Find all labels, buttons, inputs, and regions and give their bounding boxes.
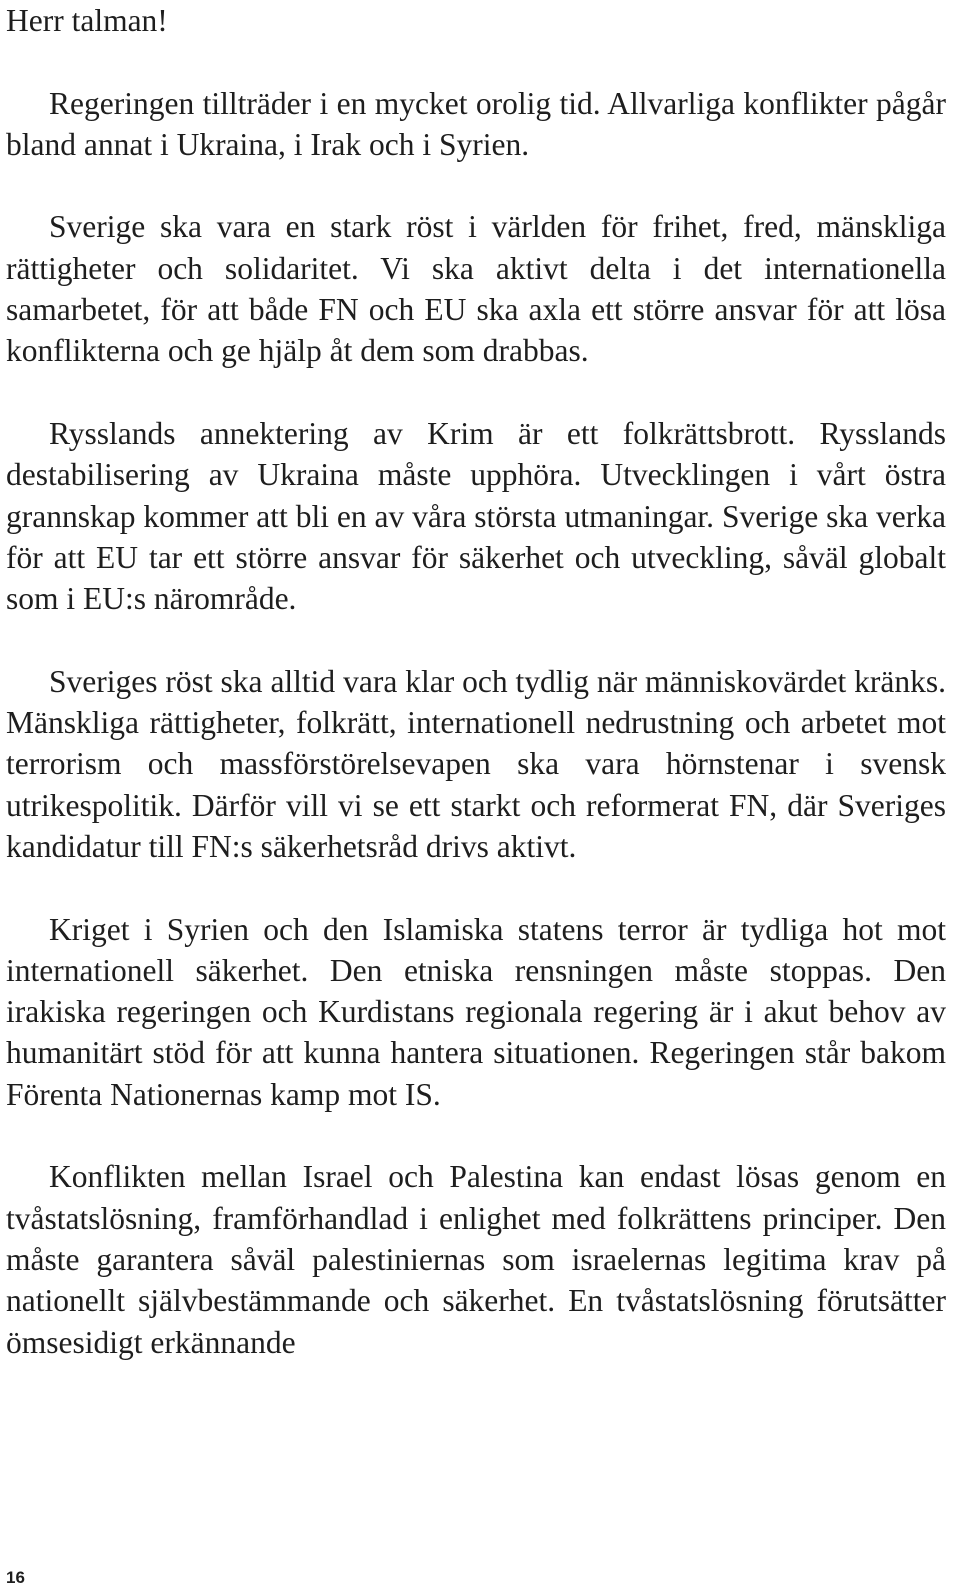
paragraph-gap — [6, 1115, 946, 1156]
paragraph-gap — [6, 41, 946, 82]
paragraph-gap — [6, 372, 946, 413]
paragraph-2: Sverige ska vara en stark röst i världen för frihet, fred, mänskliga rättigheter och solidaritet. Vi ska aktivt delta i det internationella samarbetet, för att både FN och EU ska axla ett större ansvar för att lösa konflikterna och ge hjälp åt dem som drabbas. — [6, 209, 946, 369]
paragraph-gap — [6, 165, 946, 206]
paragraph-5: Kriget i Syrien och den Islamiska statens terror är tydliga hot mot internationell säkerhet. Den etniska rensningen måste stoppas. Den irakiska regeringen och Kurdistans regionala regering är i akut behov av humanitärt stöd för att kunna hantera situationen. Regeringen står bakom Förenta Nationernas kamp mot IS. — [6, 911, 946, 1112]
paragraph-3: Rysslands annektering av Krim är ett folkrättsbrott. Rysslands destabilisering av Ukraina måste upphöra. Utvecklingen i vårt östra grannskap kommer att bli en av våra största utmaningar. Sverige ska verka för att EU tar ett större ansvar för säkerhet och utveckling, såväl globalt som i EU:s närområde. — [6, 415, 946, 617]
paragraph-gap — [6, 867, 946, 908]
paragraph-4: Sveriges röst ska alltid vara klar och tydlig när människovärdet kränks. Mänskliga rättigheter, folkrätt, internationell nedrustning och arbetet mot terrorism och massförstörelsevapen ska vara hörnstenar i svensk utrikespolitik. Därför vill vi se ett starkt och reformerat FN, där Sveriges kandidatur till FN:s säkerhetsråd drivs aktivt. — [6, 663, 946, 864]
page-number: 16 — [6, 1568, 25, 1587]
paragraph-1: Regeringen tillträder i en mycket orolig tid. Allvarliga konflikter pågår bland annat i Ukraina, i Irak och i Syrien. — [6, 85, 946, 162]
greeting: Herr talman! — [6, 3, 168, 38]
paragraph-6: Konflikten mellan Israel och Palestina kan endast lösas genom en tvåstatslösning, framförhandlad i enlighet med folkrättens principer. Den måste garantera såväl palestiniernas som israelernas legitima krav på nationellt självbestämmande och säkerhet. En tvåstatslösning förutsätter ömsesidigt erkännande — [6, 1159, 946, 1360]
paragraph-gap — [6, 619, 946, 660]
document-page — [6, 0, 946, 1363]
